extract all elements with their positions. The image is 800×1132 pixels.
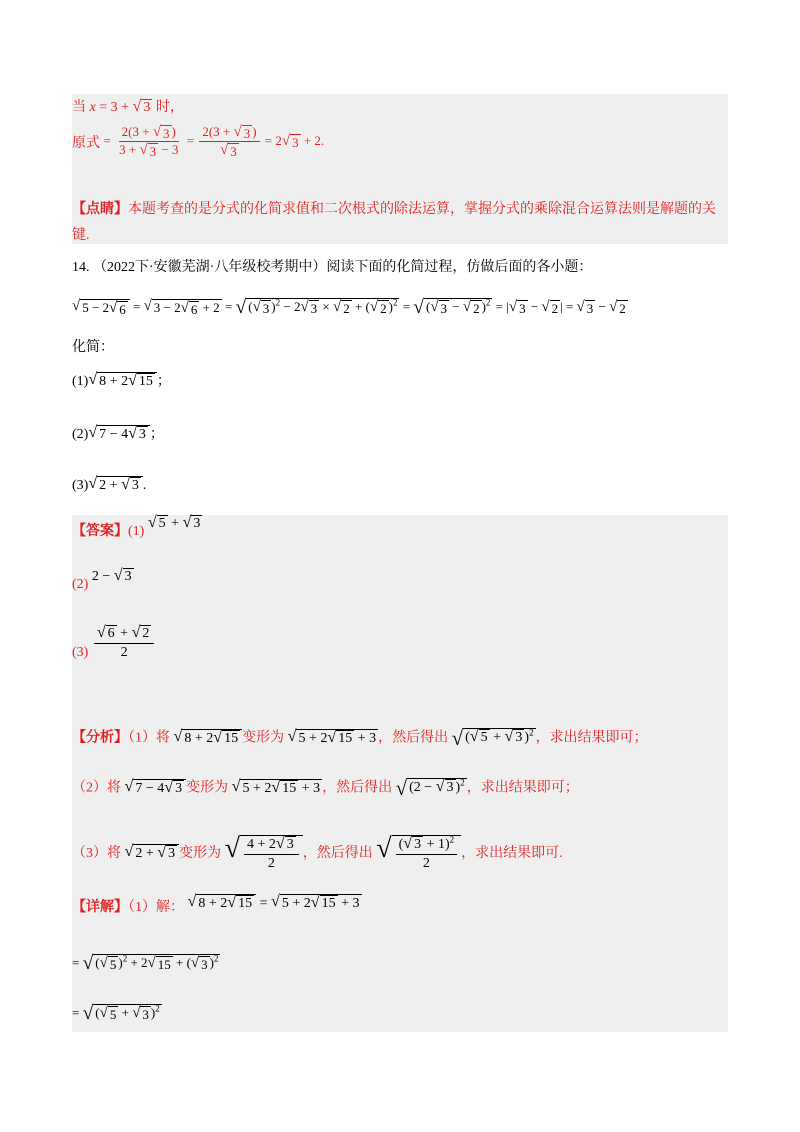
when-line: 当 x = 3 + √ 3 时，	[72, 97, 184, 115]
problem-header: 14. （2022下·安徽芜湖·八年级校考期中）阅读下面的化简过程，仿做后面的各小题：	[72, 260, 593, 275]
point-line-1: 【点睛】本题考查的是分式的化简求值和二次根式的除法运算，掌握分式的乘除混合运算法则是解题的关	[72, 202, 716, 217]
analysis-line-2: （2）将 √ 7 − 4 √ 3 变形为 √ 5 + 2 √ 15 + 3 ，然后得出 √ (2 − √ 3 )$^2$ ，求出结果即可；	[72, 776, 579, 800]
answer-line-3: (3) √ 6 + √ 2 2	[72, 625, 156, 661]
problem-item-3: (3) √ 2 + √ 3 .	[72, 475, 147, 494]
simplify-label: 化简：	[72, 340, 114, 355]
detail-line-3: = √ ( √ 5 + √ 3 )$^2$	[72, 1003, 160, 1025]
analysis-line-1: 【分析】（1）将 √ 8 + 2 √ 15 变形为 √ 5 + 2 √ 15 + 3 ，然后得出 √ ( √ 5 + √ 3 )$^2$ ，求出结果即可；	[72, 726, 648, 750]
example-derivation: √ 5 − 2 √ 6 = √ 3 − 2 √ 6 + 2 = √ ( √ 3 )$^2$ − 2 √ 3 × √ 2 + ( √ 2 )$^2$ = √ ( √ 3 − √ 2 )$^2$ = | √ 3 − √ 2 | = √ 3 − √ 2	[72, 297, 626, 319]
problem-item-2: (2) √ 7 − 4 √ 3 ；	[72, 424, 164, 443]
problem-item-1: (1) √ 8 + 2 √ 15 ；	[72, 371, 171, 390]
answer-line-1: 【答案】(1) √ 5 + √ 3	[72, 513, 201, 539]
point-line-2: 键.	[72, 228, 90, 243]
detail-line-1: 【详解】（1）解： √ 8 + 2 √ 15 = √ 5 + 2 √ 15 + 3	[72, 893, 360, 915]
answer-line-2: (2) 2 − √ 3	[72, 566, 132, 592]
original-expression-line: 原式 = 2(3 + √ 3 ) 3 + √ 3 − 3 = 2(3 + √ 3 ) √ 3 = 2 √ 3 + 2.	[72, 123, 325, 160]
detail-line-2: = √ ( √ 5 )$^2$ + 2 √ 15 + ( √ 3 )$^2$	[72, 953, 219, 975]
analysis-line-3: （3）将 √ 2 + √ 3 变形为 √ 4 + 2 √ 3 2 ，然后得出 √ ( √ 3 + 1)$^2$ 2 ，求出结果即可.	[72, 833, 563, 871]
